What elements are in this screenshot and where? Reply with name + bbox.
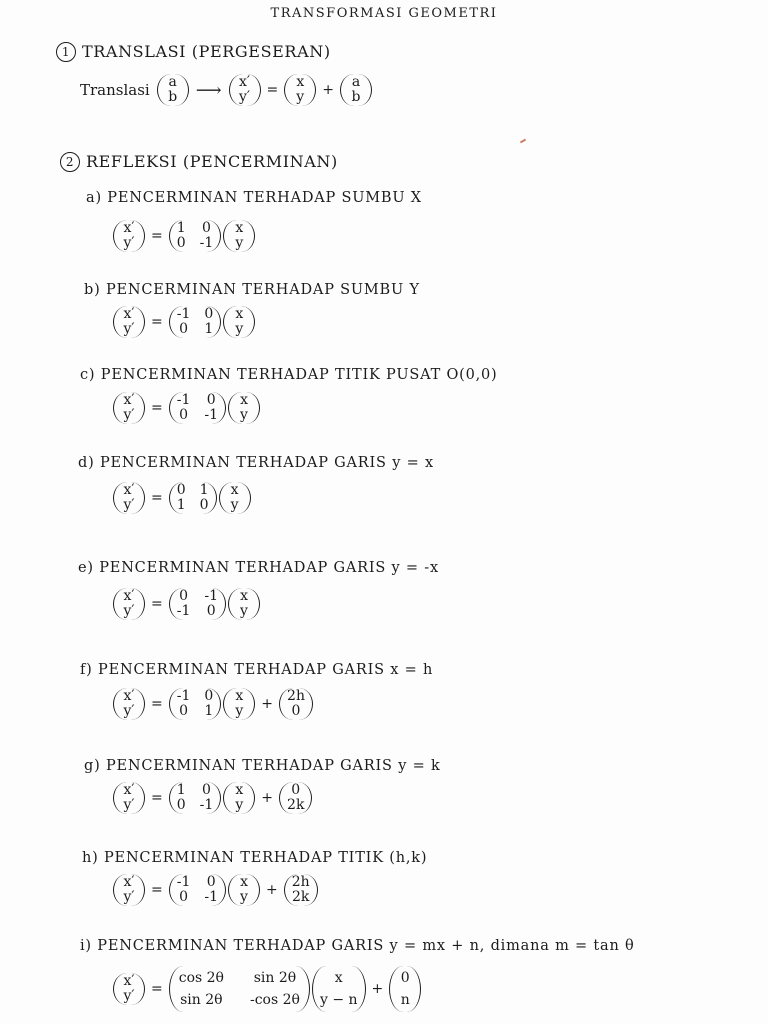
matrix-entry: 1 xyxy=(199,482,209,498)
equals-sign: = xyxy=(151,228,163,244)
image-vector: x′ y′ xyxy=(113,588,145,620)
section-heading-text: REFLEKSI (PENCERMINAN) xyxy=(86,152,338,171)
transformation-matrix xyxy=(169,588,226,620)
reflection-heading: g) PENCERMINAN TERHADAP GARIS y = k xyxy=(84,758,441,774)
translasi-equation xyxy=(80,74,373,106)
matrix-entry: 0 xyxy=(179,703,189,719)
reflection-heading: e) PENCERMINAN TERHADAP GARIS y = -x xyxy=(78,560,439,576)
image-vector: x′ y′ xyxy=(113,392,145,424)
transformation-matrix xyxy=(169,874,226,906)
equals-sign: = xyxy=(151,696,163,712)
matrix-entry: -1 xyxy=(176,306,191,322)
matrix-entry: -1 xyxy=(204,889,219,905)
point-vector: x y xyxy=(223,220,255,252)
matrix-entry: sin 2θ xyxy=(180,992,223,1008)
matrix-entry: 0 xyxy=(179,588,189,604)
translasi-label: Translasi xyxy=(80,81,150,99)
matrix-entry: -1 xyxy=(176,874,191,890)
plus-sign: + xyxy=(266,882,278,898)
matrix-entry: 0 xyxy=(179,889,189,905)
image-vector: x′ y′ xyxy=(113,688,145,720)
matrix-entry: 0 xyxy=(176,797,186,813)
matrix-entry: 0 xyxy=(202,220,211,236)
transformation-matrix xyxy=(169,220,222,252)
point-vector: x y xyxy=(223,782,255,814)
reflection-heading: c) PENCERMINAN TERHADAP TITIK PUSAT O(0,0) xyxy=(80,367,498,383)
matrix-entry: 1 xyxy=(176,782,186,798)
transformation-matrix xyxy=(169,966,310,1012)
matrix-entry: 0 xyxy=(202,782,211,798)
image-vector: x′ y′ xyxy=(113,782,145,814)
matrix-entry: 0 xyxy=(176,482,186,498)
reflection-equation xyxy=(112,306,256,338)
reflection-equation xyxy=(112,588,261,620)
equals-sign: = xyxy=(151,400,163,416)
matrix-entry: 0 xyxy=(179,407,189,423)
plus-sign: + xyxy=(261,696,274,712)
equals-sign: = xyxy=(151,596,163,612)
section-refleksi-heading xyxy=(60,152,338,172)
matrix-entry: -1 xyxy=(176,688,191,704)
point-vector: x y xyxy=(223,306,255,338)
matrix-entry: -cos 2θ xyxy=(249,992,300,1008)
matrix-entry: -1 xyxy=(199,235,214,251)
point-vector: x y − n xyxy=(312,966,366,1012)
reflection-equation xyxy=(112,782,313,814)
equals-sign: = xyxy=(151,981,163,997)
matrix-entry: cos 2θ xyxy=(178,970,224,986)
reflection-heading: d) PENCERMINAN TERHADAP GARIS y = x xyxy=(78,455,434,471)
equals-sign: = xyxy=(151,882,163,898)
matrix-entry: -1 xyxy=(204,588,219,604)
equals-sign: = xyxy=(151,790,163,806)
offset-vector: 0 2k xyxy=(279,782,312,814)
image-vector: x′ y′ xyxy=(113,306,145,338)
section-heading-text: TRANSLASI (PERGESERAN) xyxy=(82,42,331,61)
image-vector: x′ y′ xyxy=(113,220,145,252)
reflection-equation xyxy=(112,874,319,906)
matrix-entry: 0 xyxy=(206,392,216,408)
plus-sign: + xyxy=(371,981,384,997)
section-number: 1 xyxy=(56,42,76,62)
matrix-entry: 1 xyxy=(176,497,186,513)
image-vector: x′ y′ xyxy=(113,482,145,514)
plus-sign: + xyxy=(261,790,274,806)
matrix-entry: 0 xyxy=(206,874,216,890)
maps-to-arrow: ⟶ xyxy=(195,79,222,101)
point-vector: x y xyxy=(223,688,255,720)
translation-vector-sum: a b xyxy=(340,74,372,106)
matrix-entry: 0 xyxy=(176,235,186,251)
reflection-heading: a) PENCERMINAN TERHADAP SUMBU X xyxy=(86,190,422,206)
section-number: 2 xyxy=(60,152,80,172)
matrix-entry: 0 xyxy=(199,497,209,513)
point-vector: x y xyxy=(219,482,251,514)
matrix-entry: 0 xyxy=(206,603,216,619)
matrix-entry: -1 xyxy=(176,392,191,408)
matrix-entry: 1 xyxy=(204,703,214,719)
point-vector: x y xyxy=(228,874,260,906)
reflection-equation xyxy=(112,392,261,424)
matrix-entry: sin 2θ xyxy=(253,970,297,986)
transformation-matrix xyxy=(169,482,217,514)
reflection-equation xyxy=(112,688,314,720)
point-vector: x y xyxy=(228,392,260,424)
offset-vector: 2h 0 xyxy=(279,688,313,720)
reflection-heading: b) PENCERMINAN TERHADAP SUMBU Y xyxy=(84,282,420,298)
image-vector: x′ y′ xyxy=(229,74,261,106)
transformation-matrix xyxy=(169,782,222,814)
matrix-entry: -1 xyxy=(204,407,219,423)
reflection-equation xyxy=(112,482,252,514)
matrix-entry: 1 xyxy=(176,220,186,236)
translation-vector: a b xyxy=(157,74,189,106)
matrix-entry: 1 xyxy=(204,321,214,337)
matrix-entry: 0 xyxy=(204,688,214,704)
plus-sign: + xyxy=(322,82,334,98)
page-title: TRANSFORMASI GEOMETRI xyxy=(270,6,498,21)
reflection-equation xyxy=(112,220,256,252)
reflection-heading: i) PENCERMINAN TERHADAP GARIS y = mx + n, dimana m = tan θ xyxy=(80,938,635,954)
offset-vector: 0 n xyxy=(389,966,421,1012)
offset-vector: 2h 2k xyxy=(284,874,318,906)
matrix-entry: -1 xyxy=(199,797,214,813)
transformation-matrix xyxy=(169,306,222,338)
reflection-equation xyxy=(112,966,422,1012)
reflection-heading: h) PENCERMINAN TERHADAP TITIK (h,k) xyxy=(82,850,428,866)
equals-sign: = xyxy=(266,82,279,98)
section-translasi-heading xyxy=(56,42,331,62)
reflection-heading: f) PENCERMINAN TERHADAP GARIS x = h xyxy=(80,662,434,678)
matrix-entry: -1 xyxy=(176,603,191,619)
transformation-matrix xyxy=(169,392,226,424)
point-vector: x y xyxy=(284,74,316,106)
matrix-entry: 0 xyxy=(204,306,214,322)
matrix-entry: 0 xyxy=(179,321,189,337)
image-vector: x′ y′ xyxy=(113,874,145,906)
equals-sign: = xyxy=(151,314,163,330)
image-vector: x′ y′ xyxy=(113,973,145,1005)
point-vector: x y xyxy=(228,588,260,620)
equals-sign: = xyxy=(151,490,163,506)
transformation-matrix xyxy=(169,688,222,720)
